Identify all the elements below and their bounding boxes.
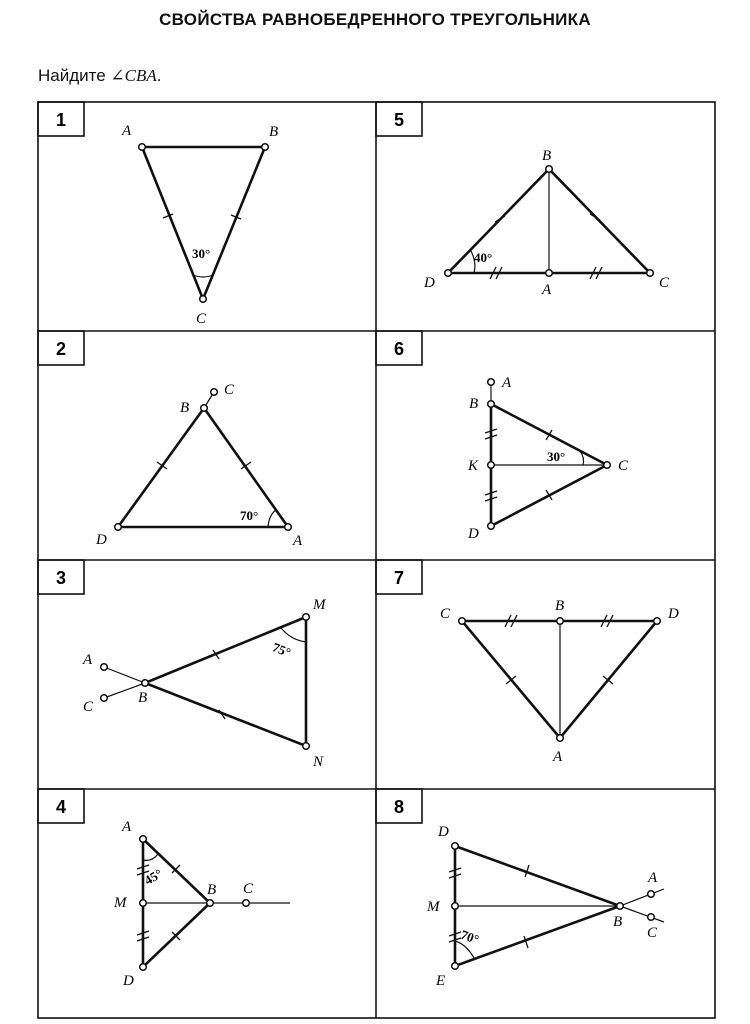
p1-label-a: A xyxy=(122,123,132,139)
p8-label-e: E xyxy=(436,973,446,989)
p2-label-b: B xyxy=(180,400,190,416)
problem-number-2: 2 xyxy=(55,339,67,359)
problem-4-figure xyxy=(113,819,290,989)
p5-angle: 40° xyxy=(474,250,493,265)
p6-label-k: K xyxy=(468,458,479,474)
problem-number-8: 8 xyxy=(393,797,405,817)
problem-number-1: 1 xyxy=(55,110,67,130)
p3-label-a: A xyxy=(83,652,93,668)
p7-label-a: A xyxy=(553,749,563,765)
p3-label-m: M xyxy=(313,597,326,613)
p8-label-m: M xyxy=(427,899,440,915)
p1-label-b: B xyxy=(269,124,279,140)
p8-label-a: A xyxy=(648,870,658,886)
task-prefix: Найдите xyxy=(38,66,111,85)
p4-label-d: D xyxy=(123,973,134,989)
p1-angle: 30° xyxy=(192,246,211,261)
problem-number-5: 5 xyxy=(393,110,405,130)
problem-7-figure xyxy=(440,598,679,765)
problem-2-figure xyxy=(95,382,303,549)
problem-number-boxes xyxy=(38,102,422,823)
p3-angle: 75° xyxy=(270,639,293,661)
p1-label-c: C xyxy=(196,311,207,327)
p3-label-c: C xyxy=(83,699,94,715)
p4-angle: 45° xyxy=(141,865,165,888)
task-suffix: . xyxy=(156,66,162,85)
p2-label-d: D xyxy=(96,532,107,548)
page-title: СВОЙСТВА РАВНОБЕДРЕННОГО ТРЕУГОЛЬНИКА xyxy=(159,10,591,29)
problem-number-3: 3 xyxy=(55,568,67,588)
task-angle-expression: ∠CBA xyxy=(110,66,157,85)
p2-label-a: A xyxy=(293,533,303,549)
p8-label-d: D xyxy=(438,824,449,840)
p5-label-d: D xyxy=(424,275,435,291)
p7-label-c: C xyxy=(440,606,451,622)
problem-number-4: 4 xyxy=(55,797,67,817)
p5-label-a: A xyxy=(542,282,552,298)
p6-label-d: D xyxy=(468,526,479,542)
problem-number-7: 7 xyxy=(393,568,405,588)
p8-label-b: B xyxy=(613,914,623,930)
problem-6-figure xyxy=(467,375,629,542)
p3-label-b: B xyxy=(138,690,148,706)
p6-label-a: A xyxy=(502,375,512,391)
problem-8-figure xyxy=(426,824,664,989)
p7-label-b: B xyxy=(555,598,565,614)
p5-label-c: C xyxy=(659,275,670,291)
p6-angle: 30° xyxy=(547,449,566,464)
p2-label-c: C xyxy=(224,382,235,398)
p5-label-b: B xyxy=(542,148,552,164)
p6-label-c: C xyxy=(618,458,629,474)
p7-label-d: D xyxy=(668,606,679,622)
p2-angle: 70° xyxy=(240,508,259,523)
p8-angle: 70° xyxy=(458,926,482,948)
problem-number-6: 6 xyxy=(393,339,405,359)
p3-label-n: N xyxy=(313,754,324,770)
p4-label-m: M xyxy=(114,895,127,911)
problem-3-figure xyxy=(82,597,327,770)
p4-label-a: A xyxy=(122,819,132,835)
p6-label-b: B xyxy=(469,396,479,412)
problem-1-figure xyxy=(121,123,278,327)
problem-5-figure xyxy=(423,148,670,298)
p4-label-b: B xyxy=(207,882,217,898)
p8-label-c: C xyxy=(647,925,658,941)
p4-label-c: C xyxy=(243,881,254,897)
